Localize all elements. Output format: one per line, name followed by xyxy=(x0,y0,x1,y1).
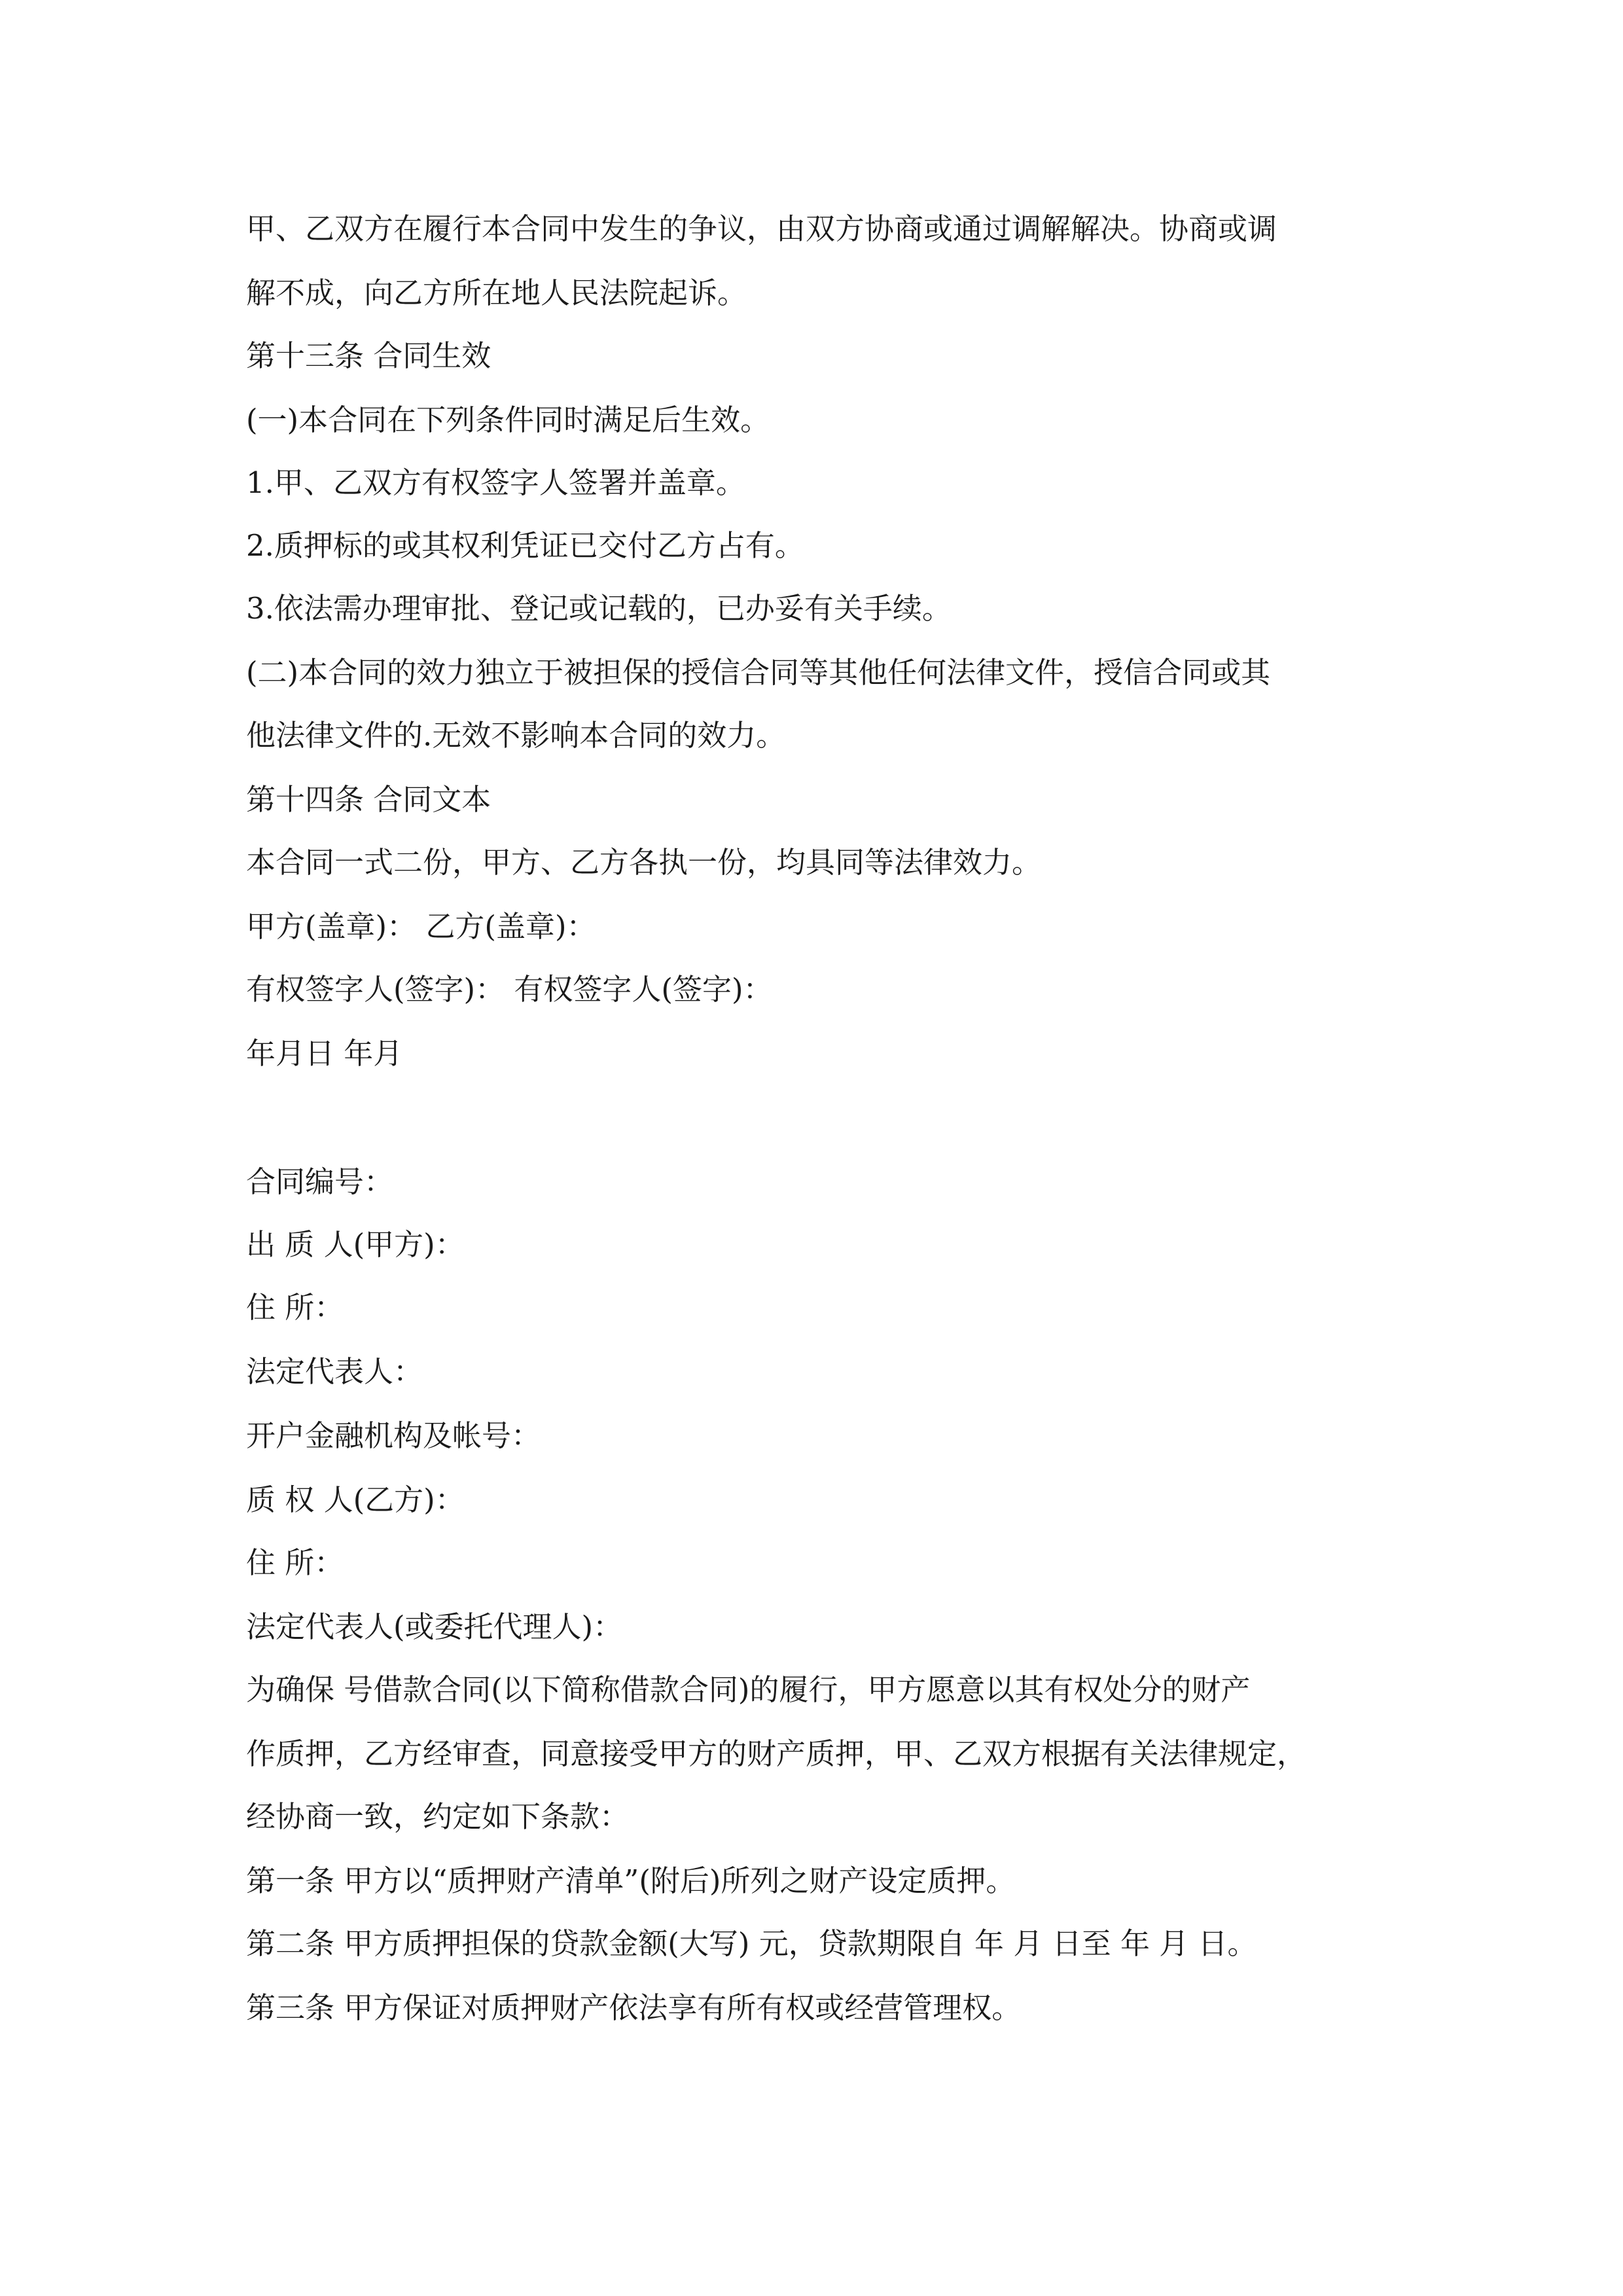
contract-text-line: 为确保 号借款合同(以下简称借款合同)的履行，甲方愿意以其有权处分的财产 xyxy=(246,1672,1251,1707)
article-2-line: 第二条 甲方质押担保的贷款金额(大写) 元，贷款期限自 年 月 日至 年 月 日。 xyxy=(246,1926,1257,1961)
signature-line: 有权签字人(签字)： 有权签字人(签字)： xyxy=(246,972,773,1007)
date-line: 年月日 年月 xyxy=(246,1036,403,1071)
contract-text-line: 3.依法需办理审批、登记或记载的，已办妥有关手续。 xyxy=(246,591,952,626)
bank-account-label: 开户金融机构及帐号： xyxy=(246,1418,541,1453)
section-heading-article-14: 第十四条 合同文本 xyxy=(246,782,491,817)
contract-text-line: (二)本合同的效力独立于被担保的授信合同等其他任何法律文件，授信合同或其 xyxy=(246,655,1271,690)
pledgee-label: 质 权 人(乙方)： xyxy=(246,1482,465,1517)
contract-text-line: 2.质押标的或其权利凭证已交付乙方占有。 xyxy=(246,528,804,563)
contract-text-line: 解不成，向乙方所在地人民法院起诉。 xyxy=(246,276,747,310)
section-heading-article-13: 第十三条 合同生效 xyxy=(246,338,491,373)
contract-number-label: 合同编号： xyxy=(246,1164,394,1199)
pledgor-address-label: 住 所： xyxy=(246,1290,344,1325)
pledgor-label: 出 质 人(甲方)： xyxy=(246,1227,465,1262)
contract-text-line: 本合同一式二份，甲方、乙方各执一份，均具同等法律效力。 xyxy=(246,845,1042,880)
contract-text-line: 作质押，乙方经审查，同意接受甲方的财产质押，甲、乙双方根据有关法律规定， xyxy=(246,1736,1307,1771)
contract-text-line: 他法律文件的.无效不影响本合同的效力。 xyxy=(246,718,786,753)
contract-text-line: 甲、乙双方在履行本合同中发生的争议，由双方协商或通过调解解决。协商或调 xyxy=(246,211,1277,246)
pledgee-representative-label: 法定代表人(或委托代理人)： xyxy=(246,1609,623,1644)
seal-line: 甲方(盖章)： 乙方(盖章)： xyxy=(246,909,596,944)
article-3-line: 第三条 甲方保证对质押财产依法享有所有权或经营管理权。 xyxy=(246,1990,1022,2025)
article-1-line: 第一条 甲方以“质押财产清单”(附后)所列之财产设定质押。 xyxy=(246,1863,1016,1898)
pledgor-representative-label: 法定代表人： xyxy=(246,1354,423,1389)
pledgee-address-label: 住 所： xyxy=(246,1545,344,1580)
contract-text-line: (一)本合同在下列条件同时满足后生效。 xyxy=(246,403,770,437)
contract-text-line: 经协商一致，约定如下条款： xyxy=(246,1799,630,1834)
contract-text-line: 1.甲、乙双方有权签字人签署并盖章。 xyxy=(246,465,745,500)
